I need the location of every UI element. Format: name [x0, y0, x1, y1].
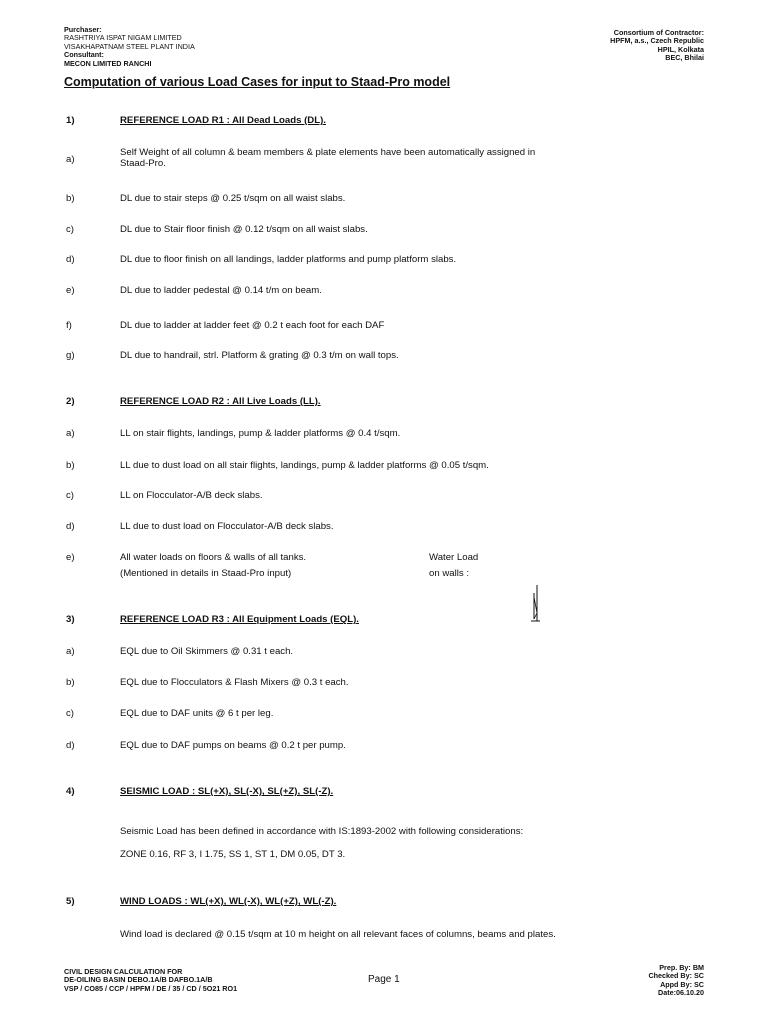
- item-label: c): [66, 224, 74, 235]
- seismic-description: Seismic Load has been defined in accordance with IS:1893-2002 with following considerations:: [120, 826, 524, 837]
- section-5-heading: WIND LOADS : WL(+X), WL(-X), WL(+Z), WL(-Z).: [120, 896, 337, 907]
- item-text: EQL due to DAF pumps on beams @ 0.2 t per pump.: [120, 740, 346, 751]
- item-label: e): [66, 552, 75, 563]
- item-text: LL on Flocculator-A/B deck slabs.: [120, 490, 263, 501]
- item-text: DL due to handrail, strl. Platform & grating @ 0.3 t/m on wall tops.: [120, 350, 399, 361]
- prepared-by: Prep. By: BM: [659, 963, 704, 972]
- page-number: Page 1: [368, 974, 400, 985]
- item-text: LL due to dust load on all stair flights, landings, pump & ladder platforms @ 0.05 t/sqm.: [120, 460, 489, 471]
- purchaser-location: VISAKHAPATNAM STEEL PLANT INDIA: [64, 41, 195, 51]
- item-text: LL on stair flights, landings, pump & ladder platforms @ 0.4 t/sqm.: [120, 428, 401, 439]
- water-load-label-2: on walls :: [429, 568, 469, 579]
- approved-by: Appd By: SC: [660, 979, 704, 989]
- item-label: b): [66, 460, 75, 471]
- item-label: a): [66, 646, 75, 657]
- item-text-note: (Mentioned in details in Staad-Pro input): [120, 568, 292, 579]
- purchaser-block: [64, 26, 195, 68]
- page-title: Computation of various Load Cases for input to Staad-Pro model: [64, 75, 451, 89]
- item-label: c): [66, 490, 74, 501]
- checked-by: Checked By: SC: [648, 971, 704, 981]
- contractor-line-2: HPFM, a.s., Czech Republic: [610, 36, 704, 46]
- item-text: Self Weight of all column & beam members & plate elements have been automatically assigned in Staad-Pro.: [120, 147, 536, 169]
- item-text: All water loads on floors & walls of all tanks.: [120, 552, 307, 563]
- item-text: LL due to dust load on Flocculator-A/B deck slabs.: [120, 521, 334, 532]
- item-label: a): [66, 428, 75, 439]
- contractor-block: [610, 29, 704, 63]
- section-2-heading: REFERENCE LOAD R2 : All Live Loads (LL).: [120, 396, 321, 407]
- consultant-label: Consultant:: [64, 50, 104, 60]
- purchaser-label: Purchaser:: [64, 25, 102, 34]
- consultant-name: MECON LIMITED RANCHI: [64, 58, 152, 68]
- section-1-number: 1): [66, 115, 75, 126]
- footer-signoff: [648, 964, 704, 998]
- water-load-label: Water Load: [429, 552, 479, 563]
- contractor-line-3: HPIL, Kolkata: [657, 44, 704, 54]
- item-label: d): [66, 521, 75, 532]
- section-1-heading: REFERENCE LOAD R1 : All Dead Loads (DL).: [120, 115, 326, 126]
- item-text: DL due to ladder at ladder feet @ 0.2 t each foot for each DAF: [120, 320, 385, 331]
- item-label: b): [66, 677, 75, 688]
- item-text: EQL due to DAF units @ 6 t per leg.: [120, 708, 274, 719]
- footer-line-2: DE-OILING BASIN DEBO.1A/B DAFBO.1A/B: [64, 975, 213, 985]
- item-text: EQL due to Flocculators & Flash Mixers @ 0.3 t each.: [120, 677, 349, 688]
- footer-line-3: VSP / CO85 / CCP / HPFM / DE / 35 / CD / 5O21 RO1: [64, 983, 238, 993]
- section-4-heading: SEISMIC LOAD : SL(+X), SL(-X), SL(+Z), SL(-Z).: [120, 786, 334, 797]
- item-label: e): [66, 285, 75, 296]
- item-text: DL due to ladder pedestal @ 0.14 t/m on beam.: [120, 285, 322, 296]
- date: Date:06.10.20: [658, 988, 704, 998]
- item-label: d): [66, 254, 75, 265]
- item-label: c): [66, 708, 74, 719]
- section-3-heading: REFERENCE LOAD R3 : All Equipment Loads (EQL).: [120, 614, 359, 625]
- section-4-number: 4): [66, 786, 75, 797]
- footer-line-1: CIVIL DESIGN CALCULATION FOR: [64, 967, 183, 976]
- item-label: d): [66, 740, 75, 751]
- item-text: EQL due to Oil Skimmers @ 0.31 t each.: [120, 646, 294, 657]
- item-text: DL due to Stair floor finish @ 0.12 t/sqm on all waist slabs.: [120, 224, 368, 235]
- item-text: DL due to stair steps @ 0.25 t/sqm on all waist slabs.: [120, 193, 346, 204]
- section-2-number: 2): [66, 396, 75, 407]
- footer-document-ref: [64, 968, 237, 993]
- contractor-label: Consortium of Contractor:: [613, 28, 704, 37]
- item-label: g): [66, 350, 75, 361]
- section-3-number: 3): [66, 614, 75, 625]
- item-label: f): [66, 320, 72, 331]
- water-load-diagram: [528, 583, 542, 625]
- wind-description: Wind load is declared @ 0.15 t/sqm at 10 m height on all relevant faces of columns, beams and plates.: [120, 929, 556, 940]
- item-label: b): [66, 193, 75, 204]
- contractor-line-4: BEC, Bhilai: [665, 53, 704, 63]
- seismic-parameters: ZONE 0.16, RF 3, I 1.75, SS 1, ST 1, DM 0.05, DT 3.: [120, 849, 346, 860]
- item-text: DL due to floor finish on all landings, ladder platforms and pump platform slabs.: [120, 254, 457, 265]
- section-5-number: 5): [66, 896, 75, 907]
- item-label: a): [66, 154, 75, 165]
- purchaser-name: RASHTRIYA ISPAT NIGAM LIMITED: [64, 33, 182, 43]
